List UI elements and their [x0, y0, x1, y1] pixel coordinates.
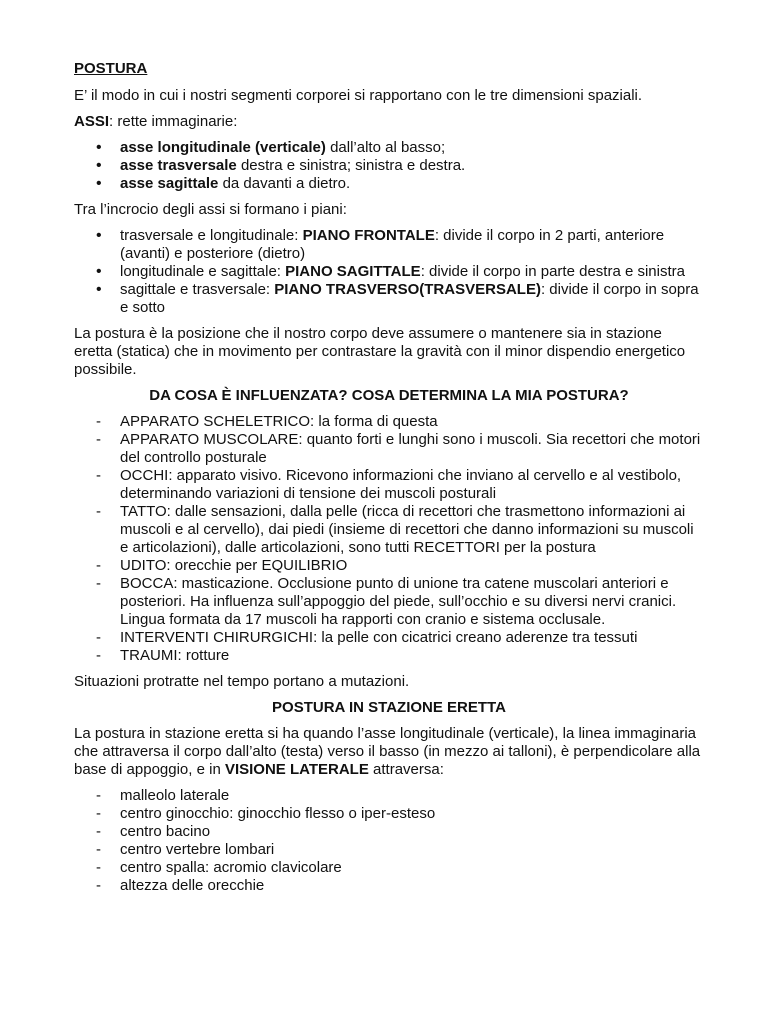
list-item: • longitudinale e sagittale: PIANO SAGITTALE: divide il corpo in parte destra e sinistra: [96, 263, 685, 280]
bullet-icon: •: [96, 281, 102, 298]
list-item: • asse sagittale da davanti a dietro.: [96, 175, 351, 192]
list-item: - centro vertebre lombari: [96, 841, 275, 858]
list-item: - UDITO: orecchie per EQUILIBRIO: [96, 557, 348, 574]
list-item: - APPARATO SCHELETRICO: la forma di questa: [96, 413, 438, 430]
assi-label: ASSI: [74, 113, 110, 130]
document-content: [74, 60, 704, 903]
dash-icon: -: [96, 787, 101, 804]
list-item: - centro spalla: acromio clavicolare: [96, 859, 342, 876]
bullet-icon: •: [96, 175, 102, 192]
influences-list: [74, 413, 704, 665]
dash-icon: -: [96, 841, 101, 858]
list-item: - malleolo laterale: [96, 787, 230, 804]
dash-icon: -: [96, 877, 101, 894]
list-item: - centro bacino: [96, 823, 211, 840]
dash-icon: -: [96, 575, 101, 592]
assi-list: [74, 139, 704, 193]
list-item: - BOCCA: masticazione. Occlusione punto di unione tra catene muscolari anteriori e posteriori. Ha influenza sull’appoggio del piede, sull’occhio e su diversi nervi cranici. Lingua formata da 17 muscoli ha rapporti con cranio e sistema occlusale.: [96, 575, 677, 628]
dash-icon: -: [96, 413, 101, 430]
definition-paragraph: La postura è la posizione che il nostro corpo deve assumere o mantenere sia in stazione eretta (statica) che in movimento per contrastare la gravità con il minor dispendio energetico possibile.: [74, 325, 686, 378]
list-item: - altezza delle orecchie: [96, 877, 265, 894]
list-item: • sagittale e trasversale: PIANO TRASVERSO(TRASVERSALE): divide il corpo in sopra e sotto: [96, 281, 699, 316]
piani-intro: Tra l’incrocio degli assi si formano i piani:: [74, 201, 347, 218]
dash-icon: -: [96, 647, 101, 664]
bullet-icon: •: [96, 263, 102, 280]
list-item: - APPARATO MUSCOLARE: quanto forti e lunghi sono i muscoli. Sia recettori che motori del controllo posturale: [96, 431, 701, 466]
dash-icon: -: [96, 805, 101, 822]
list-item: • trasversale e longitudinale: PIANO FRONTALE: divide il corpo in 2 parti, anteriore (avanti) e posteriore (dietro): [96, 227, 665, 262]
list-item: - TRAUMI: rotture: [96, 647, 230, 664]
list-item: • asse trasversale destra e sinistra; sinistra e destra.: [96, 157, 466, 174]
dash-icon: -: [96, 859, 101, 876]
list-item: • asse longitudinale (verticale) dall’alto al basso;: [96, 139, 446, 156]
list-item: - OCCHI: apparato visivo. Ricevono informazioni che inviano al cervello e al vestibolo, determinando variazioni di tensione dei muscoli posturali: [96, 467, 682, 502]
dash-icon: -: [96, 557, 101, 574]
assi-rest: : rette immaginarie:: [109, 113, 238, 130]
stance-paragraph: La postura in stazione eretta si ha quando l’asse longitudinale (verticale), la linea immaginaria che attraversa il corpo dall’alto (testa) verso il basso (in mezzo ai talloni), è perpendicolare alla base di appoggio, e in VISIONE LATERALE attraversa:: [74, 725, 701, 778]
intro-paragraph: E’ il modo in cui i nostri segmenti corporei si rapportano con le tre dimensioni spaziali.: [74, 87, 643, 104]
dash-icon: -: [96, 467, 101, 484]
dash-icon: -: [96, 823, 101, 840]
stance-heading: POSTURA IN STAZIONE ERETTA: [272, 699, 506, 716]
bullet-icon: •: [96, 157, 102, 174]
document-title: POSTURA: [74, 60, 148, 77]
bullet-icon: •: [96, 139, 102, 156]
influences-heading: DA COSA È INFLUENZATA? COSA DETERMINA LA MIA POSTURA?: [149, 387, 629, 404]
bullet-icon: •: [96, 227, 102, 244]
stance-list: [74, 787, 704, 895]
assi-paragraph: [74, 113, 704, 131]
dash-icon: -: [96, 431, 101, 448]
dash-icon: -: [96, 503, 101, 520]
list-item: - TATTO: dalle sensazioni, dalla pelle (ricca di recettori che trasmettono informazioni ai muscoli e al cervello), dai piedi (insieme di recettori che danno informazioni su muscoli e articolazioni), dalle articolazioni, sono tutti RECETTORI per la postura: [96, 503, 694, 556]
piani-list: [74, 227, 704, 317]
dash-icon: -: [96, 629, 101, 646]
list-item: - INTERVENTI CHIRURGICHI: la pelle con cicatrici creano aderenze tra tessuti: [96, 629, 638, 646]
list-item: - centro ginocchio: ginocchio flesso o iper-esteso: [96, 805, 436, 822]
mutations-paragraph: Situazioni protratte nel tempo portano a mutazioni.: [74, 673, 410, 690]
